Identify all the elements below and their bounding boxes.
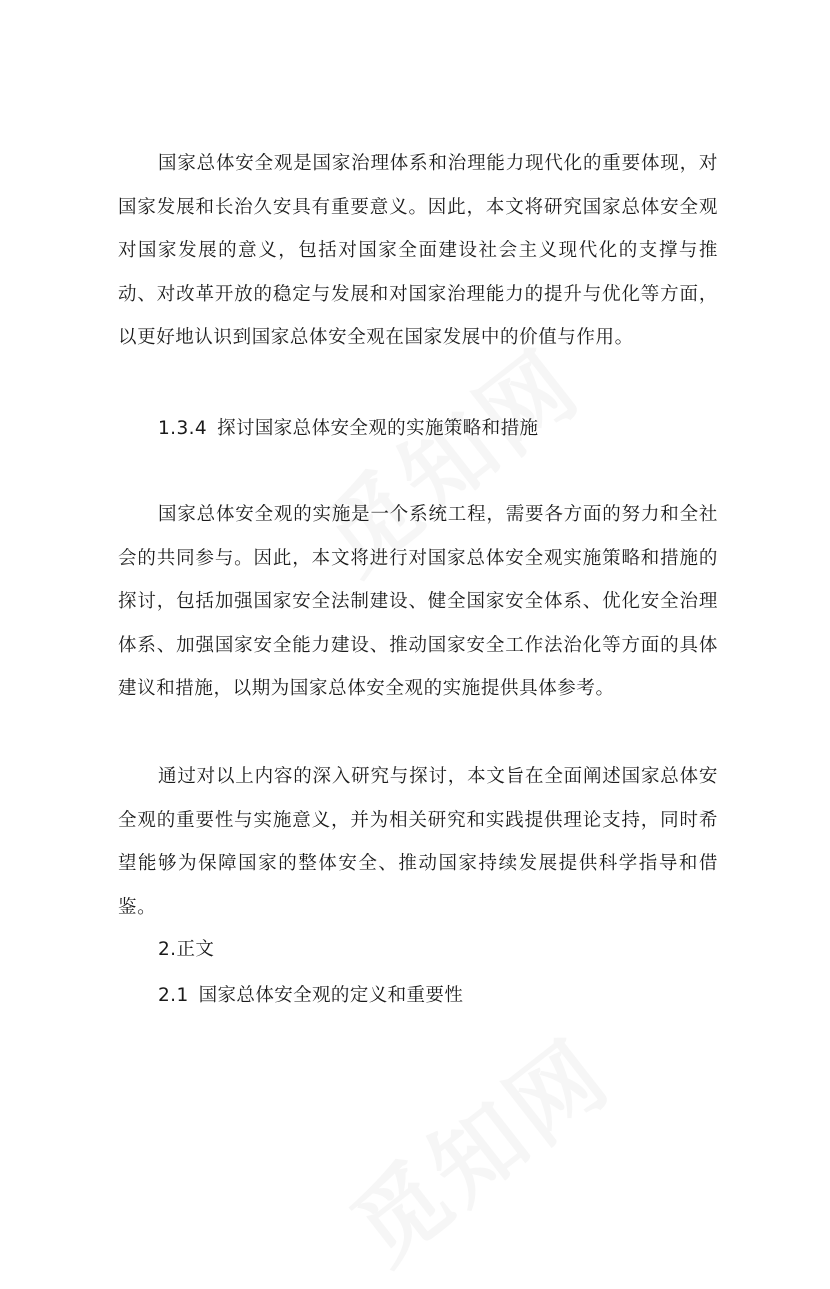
section-heading-2 <box>158 935 214 965</box>
strategy-paragraph: 国家总体安全观的实施是一个系统工程，需要各方面的努力和全社会的共同参与。因此，本文将进行对国家总体安全观实施策略和措施的探讨，包括加强国家安全法制建设、健全国家安全体系、优化安全治理体系、加强国家安全能力建设、推动国家安全工作法治化等方面的具体建议和措施，以期为国家总体安全观的实施提供具体参考。 <box>118 504 718 699</box>
conclusion-paragraph: 通过对以上内容的深入研究与探讨，本文旨在全面阐述国家总体安全观的重要性与实施意义，并为相关研究和实践提供理论支持，同时希望能够为保障国家的整体安全、推动国家持续发展提供科学指导和借鉴。 <box>118 766 718 918</box>
section-heading-2-1 <box>158 981 463 1011</box>
section-number: 2.1 <box>158 985 189 1006</box>
section-title: 国家总体安全观的定义和重要性 <box>198 985 464 1006</box>
section-number: 1.3.4 <box>158 418 208 439</box>
section-title: 探讨国家总体安全观的实施策略和措施 <box>217 418 539 439</box>
watermark <box>321 1003 634 1288</box>
section-heading-1-3-4 <box>158 414 538 444</box>
section-label: 2.正文 <box>158 939 215 960</box>
intro-paragraph: 国家总体安全观是国家治理体系和治理能力现代化的重要体现，对国家发展和长治久安具有重要意义。因此，本文将研究国家总体安全观对国家发展的意义，包括对国家全面建设社会主义现代化的支撑与推动、对改革开放的稳定与发展和对国家治理能力的提升与优化等方面，以更好地认识到国家总体安全观在国家发展中的价值与作用。 <box>118 153 718 348</box>
